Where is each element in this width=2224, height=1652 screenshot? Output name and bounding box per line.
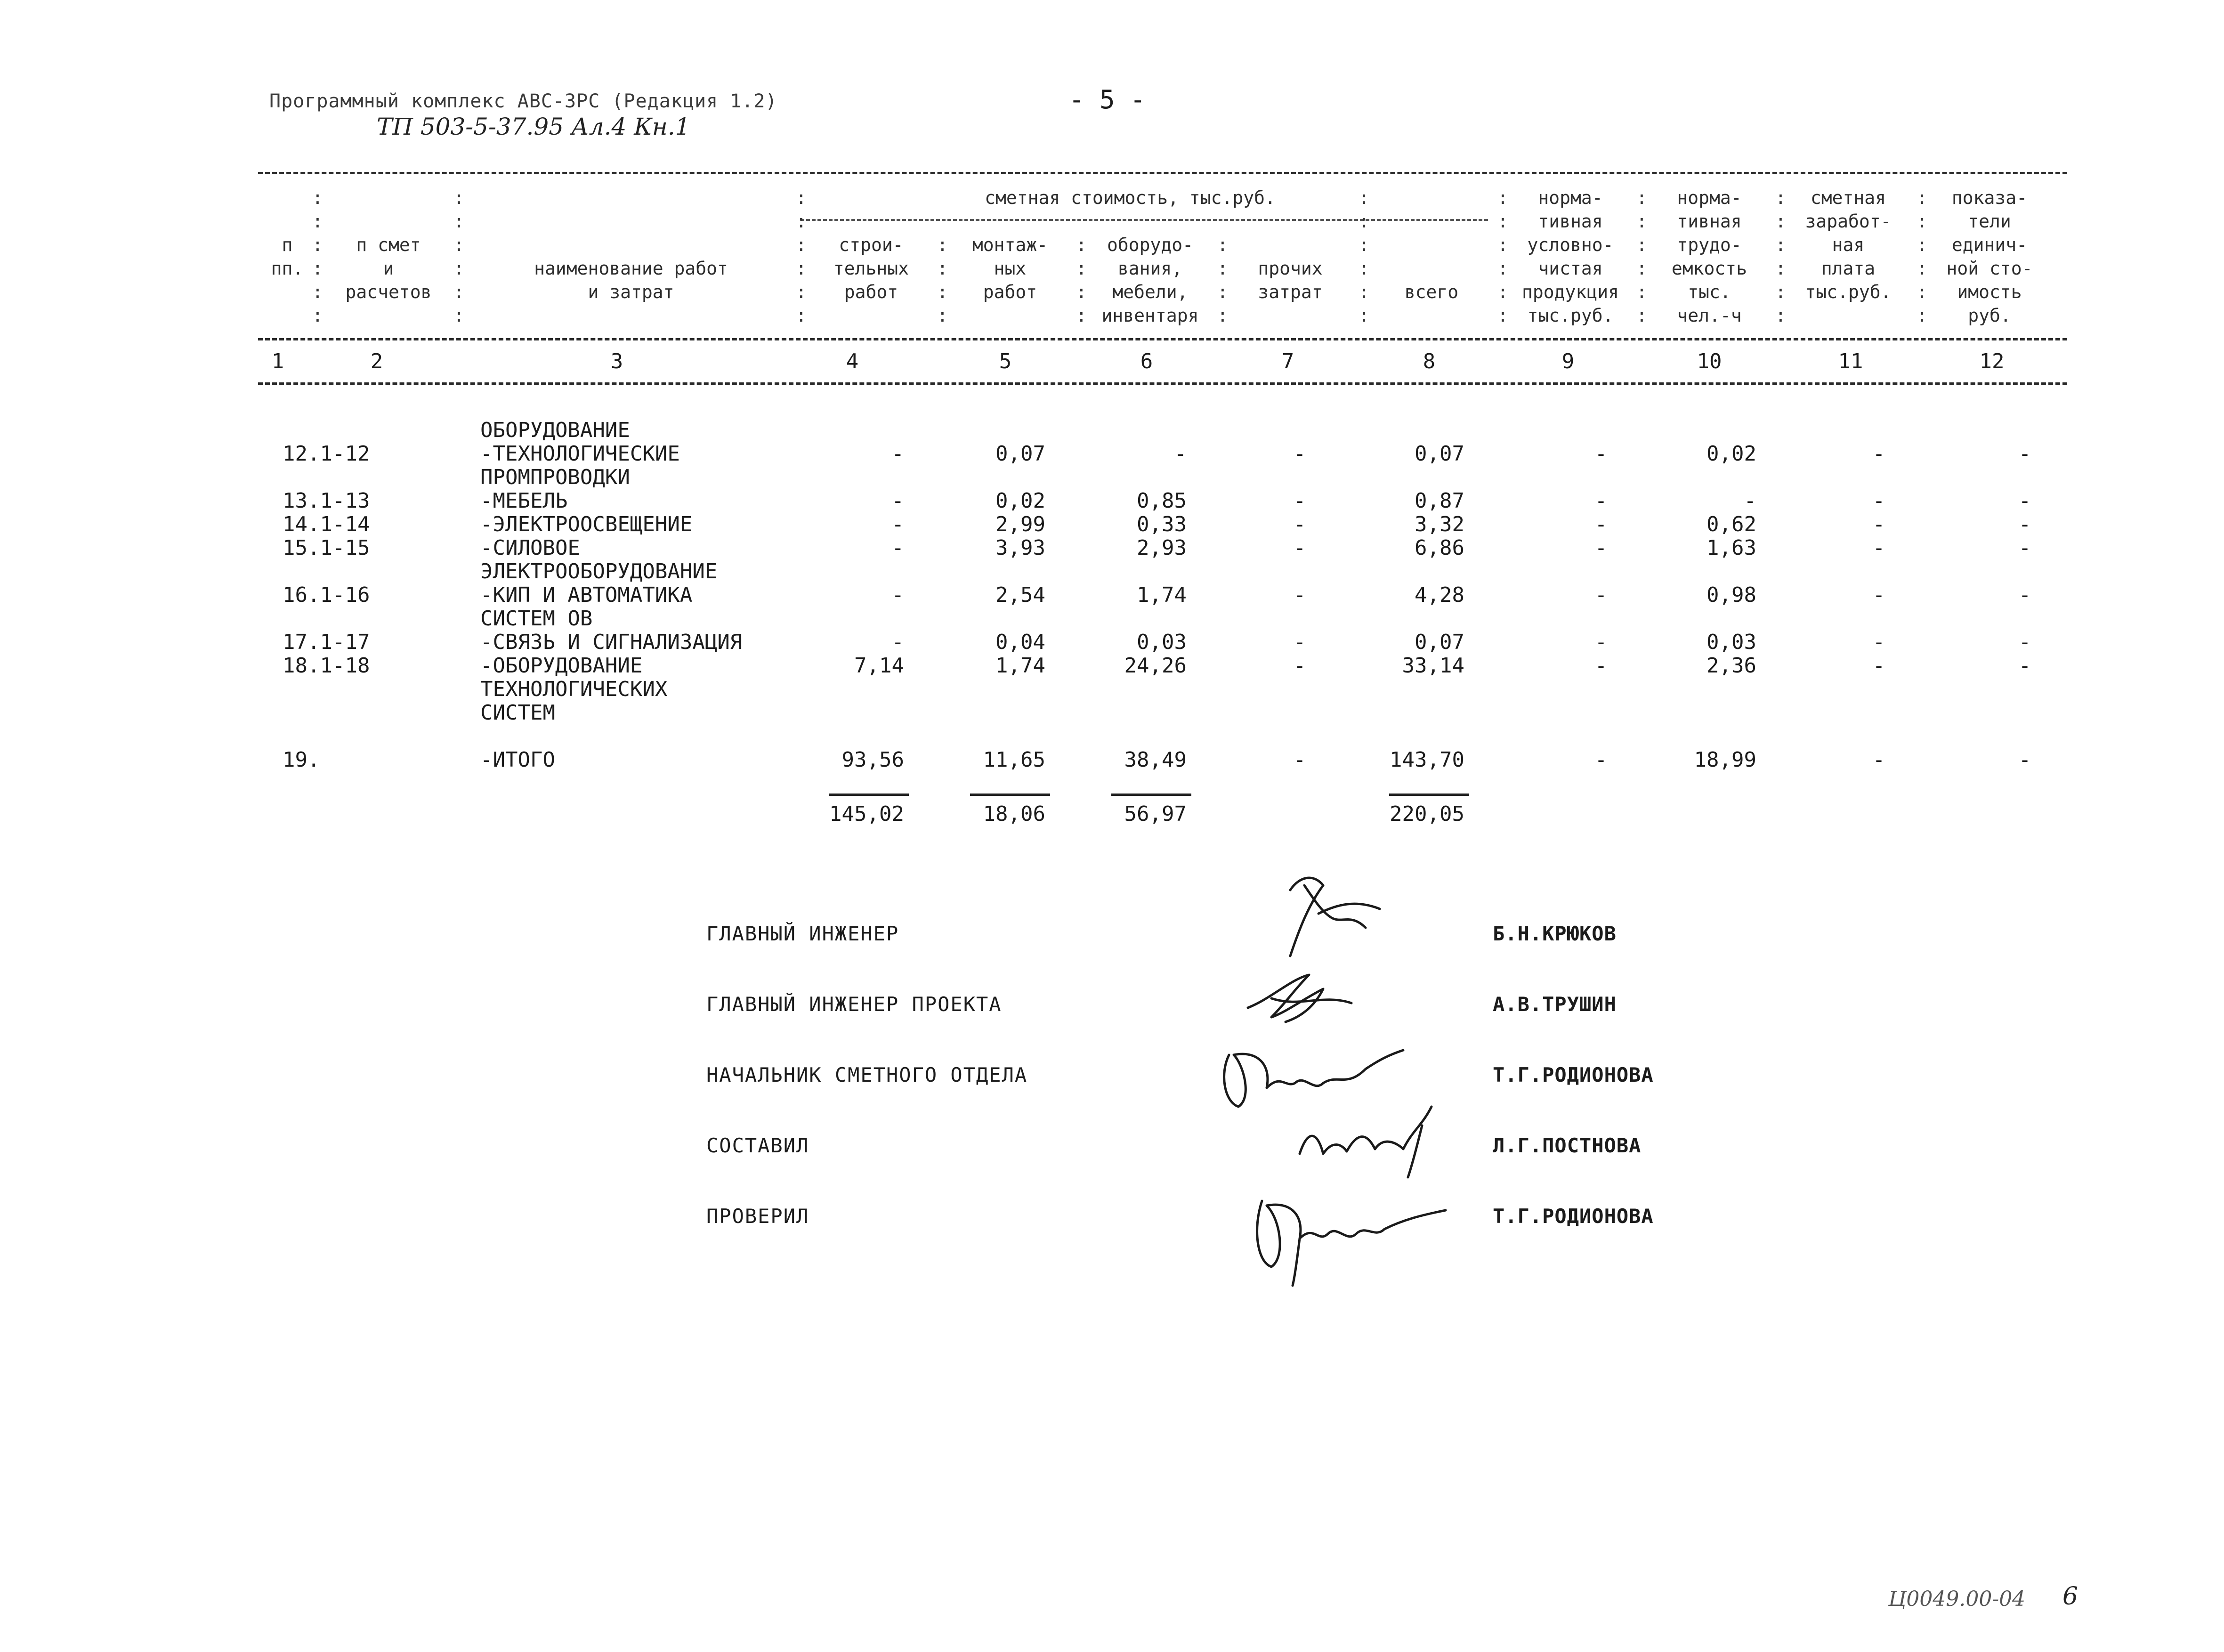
row-name: -ТЕХНОЛОГИЧЕСКИЕ xyxy=(480,442,680,466)
cell-c9: - xyxy=(1594,630,1608,654)
cell-c7: - xyxy=(1293,654,1306,678)
cell-c7: - xyxy=(1293,512,1306,536)
subtotal-row: 145,02 18,06 56,97 220,05 xyxy=(829,802,1464,826)
cell-c12: - xyxy=(2018,583,2031,607)
column-number: 12 xyxy=(1979,349,2005,373)
cell-c12: - xyxy=(2018,442,2031,466)
cell-c9: - xyxy=(1594,748,1608,772)
row-number: 12.1-12 xyxy=(283,442,370,466)
cell-c12: - xyxy=(2018,536,2031,560)
cell-c6: - xyxy=(1174,442,1187,466)
signature-name: Б.Н.КРЮКОВ xyxy=(1493,922,1617,945)
cell-c5: 11,65 xyxy=(983,748,1045,772)
table-row xyxy=(0,442,2224,465)
row-number: 16.1-16 xyxy=(283,583,370,607)
cell-c9: - xyxy=(1594,654,1608,678)
column-separator: : : : : : : xyxy=(453,187,464,326)
col-header-4: строи- тельных работ xyxy=(833,235,909,302)
subtotal-underline xyxy=(829,794,909,796)
signature-title: НАЧАЛЬНИК СМЕТНОГО ОТДЕЛА xyxy=(706,1063,1028,1086)
col-header-5: монтаж- ных работ xyxy=(972,235,1048,302)
table-row xyxy=(0,654,2224,677)
cell-c6: 38,49 xyxy=(1124,748,1187,772)
cell-c9: - xyxy=(1594,536,1608,560)
column-separator: : : : : : : xyxy=(1636,187,1647,326)
table-row xyxy=(0,559,2224,583)
table-row xyxy=(0,607,2224,630)
cell-c5: 2,99 xyxy=(995,512,1045,536)
cost-group-rule xyxy=(801,219,1488,221)
row-name: -КИП И АВТОМАТИКА xyxy=(480,583,693,607)
archive-stamp: Ц0049.00-04 xyxy=(1888,1587,2026,1611)
row-number: 19. xyxy=(283,748,320,772)
row-number: 15.1-15 xyxy=(283,536,370,560)
cell-c9: - xyxy=(1594,583,1608,607)
signature-name: Т.Г.РОДИОНОВА xyxy=(1493,1205,1654,1228)
cell-c4: - xyxy=(891,536,904,560)
row-name: ПРОМПРОВОДКИ xyxy=(480,465,630,489)
signature-krukov xyxy=(1271,871,1394,965)
cell-c5: 0,02 xyxy=(995,489,1045,513)
signature-title: СОСТАВИЛ xyxy=(706,1134,809,1157)
page-marker: - 5 - xyxy=(1069,85,1146,114)
cell-c11: - xyxy=(1872,654,1885,678)
column-number: 3 xyxy=(610,349,623,373)
cell-c12: - xyxy=(2018,654,2031,678)
cell-c12: - xyxy=(2018,630,2031,654)
cell-c7: - xyxy=(1293,536,1306,560)
cell-c4: 7,14 xyxy=(854,654,904,678)
row-name: -ОБОРУДОВАНИЕ xyxy=(480,654,643,678)
cell-c7: - xyxy=(1293,630,1306,654)
cell-c6: 0,33 xyxy=(1137,512,1187,536)
column-separator: : : : : : : xyxy=(1359,187,1369,326)
col-header-8: всего xyxy=(1404,282,1459,302)
signature-title: ПРОВЕРИЛ xyxy=(706,1205,809,1228)
cell-c11: - xyxy=(1872,630,1885,654)
cell-c5: 2,54 xyxy=(995,583,1045,607)
cell-c4: - xyxy=(891,583,904,607)
cell-c10: 2,36 xyxy=(1706,654,1756,678)
cell-c7: - xyxy=(1293,489,1306,513)
signature-name: А.В.ТРУШИН xyxy=(1493,993,1617,1016)
table-row xyxy=(0,536,2224,559)
row-name: СИСТЕМ xyxy=(480,701,555,725)
signature-name: Л.Г.ПОСТНОВА xyxy=(1493,1134,1642,1157)
cell-c10: 0,98 xyxy=(1706,583,1756,607)
cell-c4: - xyxy=(891,442,904,466)
program-title: Программный комплекс АВС-3РС (Редакция 1.2) xyxy=(269,90,777,112)
cell-c10: 18,99 xyxy=(1694,748,1756,772)
row-number: 18.1-18 xyxy=(283,654,370,678)
row-name: ОБОРУДОВАНИЕ xyxy=(480,418,630,442)
table-row xyxy=(0,512,2224,536)
cell-c11: - xyxy=(1872,489,1885,513)
cell-c10: 0,02 xyxy=(1706,442,1756,466)
signature-rodionova-2 xyxy=(1248,1182,1455,1290)
row-name: -ЭЛЕКТРООСВЕЩЕНИЕ xyxy=(480,512,693,536)
cell-c5: 3,93 xyxy=(995,536,1045,560)
row-name: -СВЯЗЬ И СИГНАЛИЗАЦИЯ xyxy=(480,630,743,654)
column-number: 2 xyxy=(370,349,383,373)
row-name: ЭЛЕКТРООБОРУДОВАНИЕ xyxy=(480,559,718,583)
table-row xyxy=(0,630,2224,654)
cell-c9: - xyxy=(1594,489,1608,513)
table-row xyxy=(0,677,2224,701)
cell-c5: 0,07 xyxy=(995,442,1045,466)
column-number: 4 xyxy=(846,349,859,373)
numbers-bottom-rule xyxy=(258,382,2067,385)
cell-c5: 1,74 xyxy=(995,654,1045,678)
col-header-2: п смет и расчетов xyxy=(345,235,432,302)
column-number: 9 xyxy=(1561,349,1575,373)
table-row xyxy=(0,583,2224,607)
col-header-10: норма- тивная трудо- емкость тыс. чел.-ч xyxy=(1671,187,1747,326)
column-number: 7 xyxy=(1281,349,1294,373)
col-header-6: оборудо- вания, мебели, инвентаря xyxy=(1101,235,1199,326)
cell-c12: - xyxy=(2018,489,2031,513)
cell-c10: 0,03 xyxy=(1706,630,1756,654)
cell-c4: - xyxy=(891,630,904,654)
cell-c6: 0,03 xyxy=(1137,630,1187,654)
cell-c7: - xyxy=(1293,583,1306,607)
col-header-12: показа- тели единич- ной сто- имость руб. xyxy=(1946,187,2033,326)
signature-name: Т.Г.РОДИОНОВА xyxy=(1493,1063,1654,1086)
column-separator: : : : : xyxy=(1217,235,1228,326)
signature-title: ГЛАВНЫЙ ИНЖЕНЕР ПРОЕКТА xyxy=(706,993,1002,1016)
cell-c11: - xyxy=(1872,583,1885,607)
column-separator: : : : : xyxy=(937,235,948,326)
signature-postnova xyxy=(1290,1097,1450,1182)
cell-c5: 0,04 xyxy=(995,630,1045,654)
cell-c4: 93,56 xyxy=(841,748,904,772)
column-number: 10 xyxy=(1697,349,1722,373)
row-name: -МЕБЕЛЬ xyxy=(480,489,568,513)
signature-trushin xyxy=(1243,961,1366,1031)
cell-c8: 143,70 xyxy=(1390,748,1464,772)
table-top-rule xyxy=(258,172,2067,174)
cell-c8: 33,14 xyxy=(1402,654,1464,678)
cell-c11: - xyxy=(1872,442,1885,466)
cell-c6: 2,93 xyxy=(1137,536,1187,560)
table-row xyxy=(0,489,2224,512)
column-separator: : : : : : : xyxy=(1917,187,1927,326)
column-number: 11 xyxy=(1838,349,1863,373)
row-number: 17.1-17 xyxy=(283,630,370,654)
column-number: 1 xyxy=(271,349,284,373)
cell-c4: - xyxy=(891,512,904,536)
column-separator: : : : : : : xyxy=(1775,187,1786,326)
row-name: -ИТОГО xyxy=(480,748,555,772)
col-header-11: сметная заработ- ная плата тыс.руб. xyxy=(1805,187,1892,302)
cell-c4: - xyxy=(891,489,904,513)
cell-c8: 6,86 xyxy=(1415,536,1464,560)
subtotal-underline xyxy=(1111,794,1191,796)
row-name: СИСТЕМ ОВ xyxy=(480,607,593,631)
cell-c8: 0,07 xyxy=(1415,630,1464,654)
cell-c6: 1,74 xyxy=(1137,583,1187,607)
cell-c11: - xyxy=(1872,748,1885,772)
col-header-1: п пп. xyxy=(271,235,304,279)
cell-c6: 0,85 xyxy=(1137,489,1187,513)
cell-c8: 0,07 xyxy=(1415,442,1464,466)
cell-c9: - xyxy=(1594,512,1608,536)
cell-c10: 1,63 xyxy=(1706,536,1756,560)
column-separator: : : : : : : xyxy=(796,187,807,326)
column-number: 8 xyxy=(1423,349,1436,373)
cell-c8: 3,32 xyxy=(1415,512,1464,536)
row-name: ТЕХНОЛОГИЧЕСКИХ xyxy=(480,677,668,701)
cell-c11: - xyxy=(1872,536,1885,560)
row-name: -СИЛОВОЕ xyxy=(480,536,580,560)
cell-c12: - xyxy=(2018,748,2031,772)
row-number: 14.1-14 xyxy=(283,512,370,536)
cell-c7: - xyxy=(1293,442,1306,466)
column-number: 5 xyxy=(999,349,1012,373)
table-row xyxy=(0,465,2224,489)
table-row xyxy=(0,418,2224,442)
subtotal-underline xyxy=(1389,794,1469,796)
col-header-9: норма- тивная условно- чистая продукция тыс.руб. xyxy=(1522,187,1619,326)
cell-c8: 4,28 xyxy=(1415,583,1464,607)
table-row xyxy=(0,701,2224,724)
table-row xyxy=(0,748,2224,771)
cell-c12: - xyxy=(2018,512,2031,536)
cell-c10: - xyxy=(1744,489,1756,513)
row-number: 13.1-13 xyxy=(283,489,370,513)
cell-c8: 0,87 xyxy=(1415,489,1464,513)
signature-title: ГЛАВНЫЙ ИНЖЕНЕР xyxy=(706,922,899,945)
page-number: 6 xyxy=(2062,1582,2078,1611)
cell-c10: 0,62 xyxy=(1706,512,1756,536)
header-bottom-rule xyxy=(258,338,2067,340)
col-header-7: прочих затрат xyxy=(1258,258,1323,302)
cost-group-header: сметная стоимость, тыс.руб. xyxy=(985,187,1276,208)
cell-c6: 24,26 xyxy=(1124,654,1187,678)
cell-c9: - xyxy=(1594,442,1608,466)
handwritten-reference: ТП 503-5-37.95 Ал.4 Кн.1 xyxy=(377,113,690,140)
column-separator: : : : : : : xyxy=(1497,187,1508,326)
subtotal-underline xyxy=(970,794,1050,796)
cell-c11: - xyxy=(1872,512,1885,536)
cell-c7: - xyxy=(1293,748,1306,772)
column-separator: : : : : xyxy=(1076,235,1087,326)
col-header-3: наименование работ и затрат xyxy=(534,258,728,302)
column-separator: : : : : : : xyxy=(312,187,323,326)
column-number: 6 xyxy=(1140,349,1153,373)
